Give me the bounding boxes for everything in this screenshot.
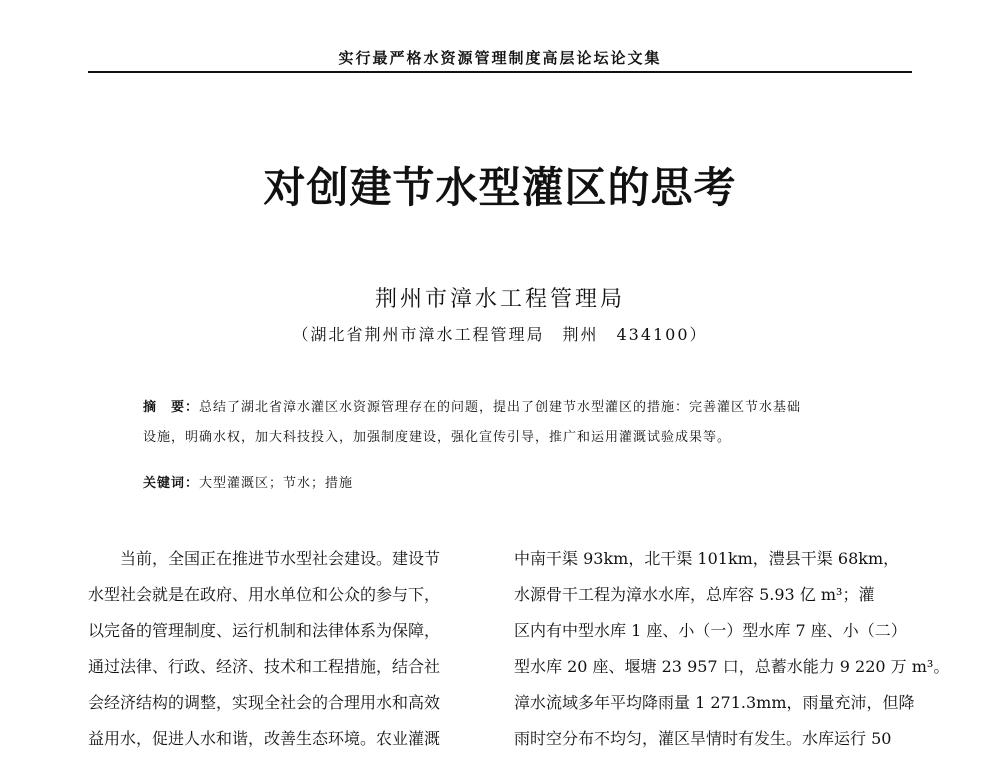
body-line: 中南干渠 93km，北干渠 101km，澧县干渠 68km， (514, 549, 900, 568)
keywords (143, 472, 873, 491)
abstract-line-2: 设施，明确水权，加大科技投入，加强制度建设，强化宣传引导，推广和运用灌溉试验成果等。 (143, 430, 732, 445)
keywords-text: 大型灌溉区；节水；措施 (199, 476, 354, 491)
body-line: 会经济结构的调整，实现全社会的合理用水和高效 (88, 693, 441, 712)
body-column-left (88, 541, 488, 757)
body-line: 水型社会就是在政府、用水单位和公众的参与下， (88, 585, 441, 604)
keywords-label: 关键词： (143, 476, 200, 491)
body-line: 通过法律、行政、经济、技术和工程措施，结合社 (88, 657, 441, 676)
body-line: 益用水，促进人水和谐，改善生态环境。农业灌溉 (88, 729, 441, 748)
abstract (143, 393, 873, 453)
running-header: 实行最严格水资源管理制度高层论坛论文集 (338, 49, 662, 67)
abstract-line-1 (143, 393, 873, 423)
body-line: 水源骨干工程为漳水水库，总库容 5.93 亿 m³；灌 (514, 585, 875, 604)
paper-title: 对创建节水型灌区的思考 (263, 163, 737, 212)
body-line: 漳水流域多年平均降雨量 1 271.3mm，雨量充沛，但降 (514, 693, 915, 712)
body-line: 以完备的管理制度、运行机制和法律体系为保障， (88, 621, 441, 640)
author: 荆州市漳水工程管理局 (374, 287, 625, 312)
abstract-label: 摘 要： (143, 400, 200, 415)
abstract-text-1: 总结了湖北省漳水灌区水资源管理存在的问题，提出了创建节水型灌区的措施：完善灌区节水基础 (199, 400, 802, 415)
header-rule (88, 71, 912, 73)
body-line: 区内有中型水库 1 座、小（一）型水库 7 座、小（二） (514, 621, 907, 640)
body-column-right (514, 541, 950, 757)
body-line: 当前，全国正在推进节水型社会建设。建设节 (120, 549, 441, 568)
body-line: 型水库 20 座、堰塘 23 957 口，总蓄水能力 9 220 万 m³。 (514, 657, 950, 676)
body-line: 雨时空分布不均匀，灌区旱情时有发生。水库运行 50 (514, 729, 892, 748)
affiliation: （湖北省荆州市漳水工程管理局 荆州 434100） (292, 325, 708, 344)
